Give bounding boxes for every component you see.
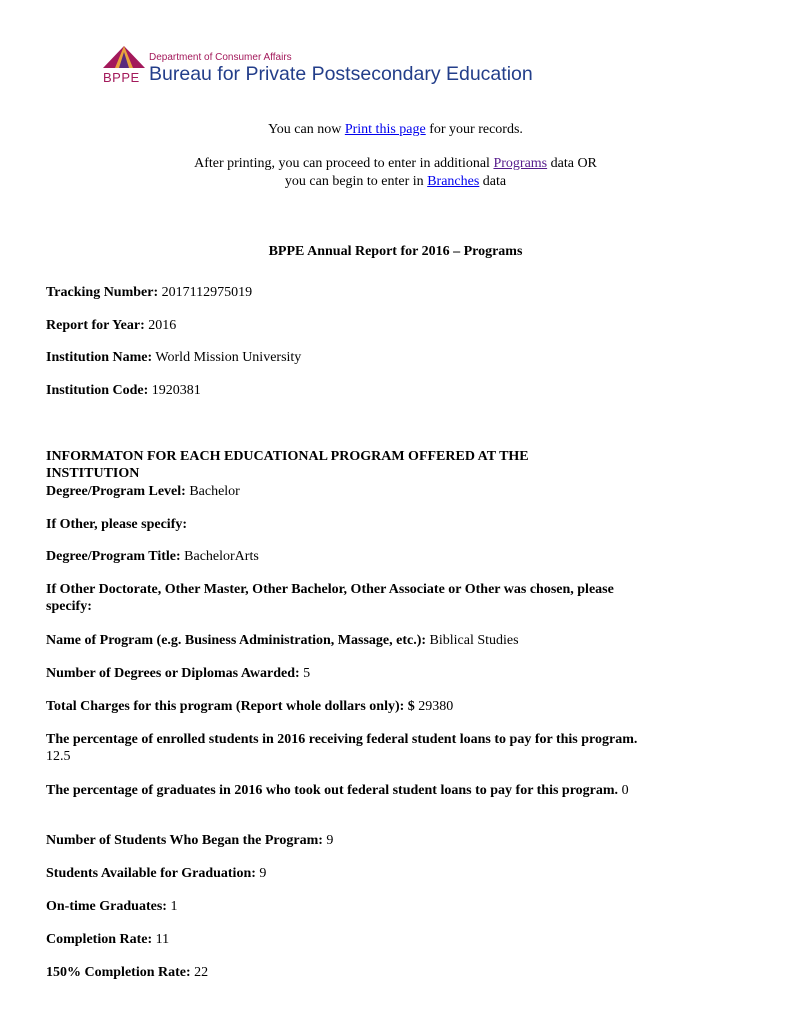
print-notice: You can now Print this page for your records. xyxy=(268,122,523,137)
report-year-field: Report for Year: 2016 xyxy=(46,318,177,333)
bppe-logo xyxy=(103,46,583,92)
total-charges-field: Total Charges for this program (Report whole dollars only): $ 29380 xyxy=(46,699,454,714)
department-name: Department of Consumer Affairs xyxy=(149,52,292,63)
program-title-field: Degree/Program Title: BachelorArts xyxy=(46,549,259,564)
enrolled-loans-field: The percentage of enrolled students in 2016 receiving federal student loans to pay for this program. 12.5 xyxy=(46,732,638,764)
program-name-field: Name of Program (e.g. Business Administration, Massage, etc.): Biblical Studies xyxy=(46,633,519,648)
students-available-field: Students Available for Graduation: 9 xyxy=(46,866,267,881)
branches-notice: you can begin to enter in Branches data xyxy=(284,174,507,189)
branches-link[interactable]: Branches xyxy=(427,174,480,189)
other-degree-specify-field: If Other Doctorate, Other Master, Other Bachelor, Other Associate or Other was chosen, please specify: xyxy=(46,582,614,614)
report-title: BPPE Annual Report for 2016 – Programs xyxy=(268,244,523,259)
programs-notice: After printing, you can proceed to enter in additional Programs data OR xyxy=(194,156,597,171)
institution-name-field: Institution Name: World Mission University xyxy=(46,350,302,365)
program-section-heading: INFORMATON FOR EACH EDUCATIONAL PROGRAM OFFERED AT THE INSTITUTION xyxy=(46,449,529,481)
students-began-field: Number of Students Who Began the Program: 9 xyxy=(46,833,334,848)
ontime-graduates-field: On-time Graduates: 1 xyxy=(46,899,178,914)
graduate-loans-field: The percentage of graduates in 2016 who took out federal student loans to pay for this program. 0 xyxy=(46,783,629,798)
program-level-field: Degree/Program Level: Bachelor xyxy=(46,484,240,499)
completion-rate-150-field: 150% Completion Rate: 22 xyxy=(46,965,209,980)
programs-link[interactable]: Programs xyxy=(493,156,548,171)
completion-rate-field: Completion Rate: 11 xyxy=(46,932,170,947)
if-other-field: If Other, please specify: xyxy=(46,517,188,532)
print-page-link[interactable]: Print this page xyxy=(344,122,426,137)
degrees-awarded-field: Number of Degrees or Diplomas Awarded: 5 xyxy=(46,666,311,681)
logo-abbr: BPPE xyxy=(103,70,140,85)
bureau-name: Bureau for Private Postsecondary Education xyxy=(149,63,533,85)
tracking-number-field: Tracking Number: 2017112975019 xyxy=(46,285,253,300)
institution-code-field: Institution Code: 1920381 xyxy=(46,383,201,398)
